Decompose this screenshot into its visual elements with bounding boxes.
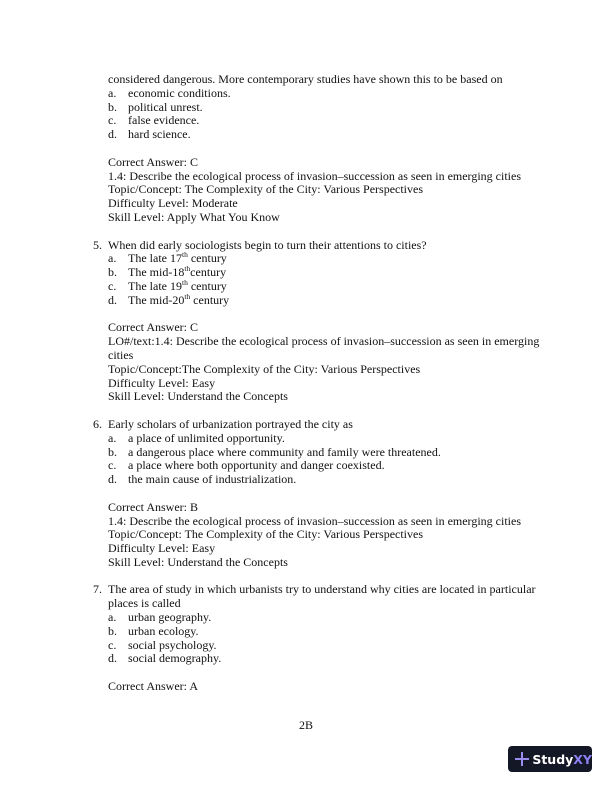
difficulty: Difficulty Level: Easy (108, 541, 216, 556)
learning-objective: 1.4: Describe the ecological process of invasion–succession as seen in emerging cities (108, 513, 521, 528)
correct-answer: Correct Answer: C (108, 154, 198, 169)
option: d. The mid-20th century (108, 291, 230, 307)
topic: Topic/Concept: The Complexity of the City: Various Perspectives (108, 182, 424, 197)
option: b. a dangerous place where community and family were threatened. (108, 444, 441, 459)
difficulty: Difficulty Level: Moderate (108, 196, 238, 211)
brand-xy: XY (573, 751, 592, 767)
q4-options (93, 87, 553, 142)
topic: Topic/Concept:The Complexity of the City: Various Perspectives (108, 361, 421, 376)
correct-answer: Correct Answer: C (108, 320, 198, 335)
option: b. urban ecology. (108, 623, 199, 638)
correct-answer: Correct Answer: B (108, 499, 198, 514)
skill-level: Skill Level: Understand the Concepts (108, 554, 288, 569)
studyxy-badge[interactable] (508, 746, 592, 772)
brand-study: Study (532, 751, 574, 767)
question-6: 6. Early scholars of urbanization portrayed the city as (93, 416, 353, 431)
option: a. The late 17th century (108, 250, 227, 266)
option: a. economic conditions. (108, 85, 231, 100)
skill-level: Skill Level: Understand the Concepts (108, 389, 288, 404)
option: d. social demography. (108, 651, 222, 666)
question-text-continued: considered dangerous. More contemporary studies have shown this to be based on (108, 72, 503, 86)
option: b. political unrest. (108, 99, 203, 114)
difficulty: Difficulty Level: Easy (108, 375, 216, 390)
topic: Topic/Concept: The Complexity of the City: Various Perspectives (108, 527, 424, 542)
plus-icon (515, 752, 527, 766)
option: b. The mid-18thcentury (108, 264, 227, 280)
option: d. the main cause of industrialization. (108, 472, 297, 487)
option: c. social psychology. (108, 637, 217, 652)
skill-level: Skill Level: Apply What You Know (108, 209, 280, 224)
learning-objective: LO#/text:1.4: Describe the ecological process of invasion–succession as seen in emerging cities (108, 334, 540, 362)
option: c. false evidence. (108, 113, 200, 128)
page-number: 2B (298, 718, 313, 732)
question-5: 5. When did early sociologists begin to turn their attentions to cities? (93, 237, 427, 252)
option: a. a place of unlimited opportunity. (108, 430, 285, 445)
learning-objective: 1.4: Describe the ecological process of invasion–succession as seen in emerging cities (108, 168, 521, 183)
option: c. a place where both opportunity and danger coexisted. (108, 458, 385, 473)
option: a. urban geography. (108, 610, 212, 625)
correct-answer: Correct Answer: A (108, 679, 198, 694)
option: c. The late 19th century (108, 277, 227, 293)
document-body (93, 73, 553, 694)
option: d. hard science. (108, 127, 191, 142)
question-7: 7. The area of study in which urbanists try to understand why cities are located in particular places is called (93, 582, 536, 611)
